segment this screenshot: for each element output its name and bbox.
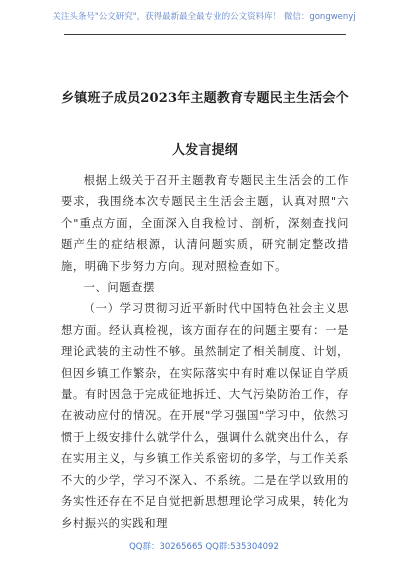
document-title: 乡镇班子成员2023年主题教育专题民主生活会个人发言提纲 [61, 91, 349, 158]
intro-paragraph: 根据上级关于召开主题教育专题民主生活会的工作要求，我围绕本次专题民主生活会主题，认真对照"六个"重点方面，全面深入自我检讨、剖析，深刻查找问题产生的症结根源，认清问题实质，研究制定整改措施，明确下步努力方向。现对照检查如下。 [61, 174, 349, 273]
footer-banner: QQ群：30265665 QQ群:535304092 [129, 542, 279, 552]
section-heading: 一、问题查摆 [83, 281, 155, 295]
body-paragraph: （一）学习贯彻习近平新时代中国特色社会主义思想方面。经认真检视，该方面存在的问题主要有：一是理论武装的主动性不够。虽然制定了相关制度、计划，但因乡镇工作繁杂，在实际落实中有时难以保证自学质量。有时因急于完成征地拆迁、大气污染防治工作，存在被动应付的情况。在开展"学习强国"学习中，依然习惯于上级安排什么就学什么，强调什么就突出什么，存在实用主义，与乡镇工作关系密切的多学，与工作关系不大的少学，学习不深入、不系统。二是在学以致用的务实性还存在不足自觉把新思想理论学习成果，转化为乡村振兴的实践和理 [61, 302, 349, 530]
document-body [61, 170, 349, 534]
header-banner: 关注头条号"公文研究"，获得最新最全最专业的公文资料库！ 微信：gongwenyj [52, 12, 356, 22]
header-divider [64, 34, 346, 35]
